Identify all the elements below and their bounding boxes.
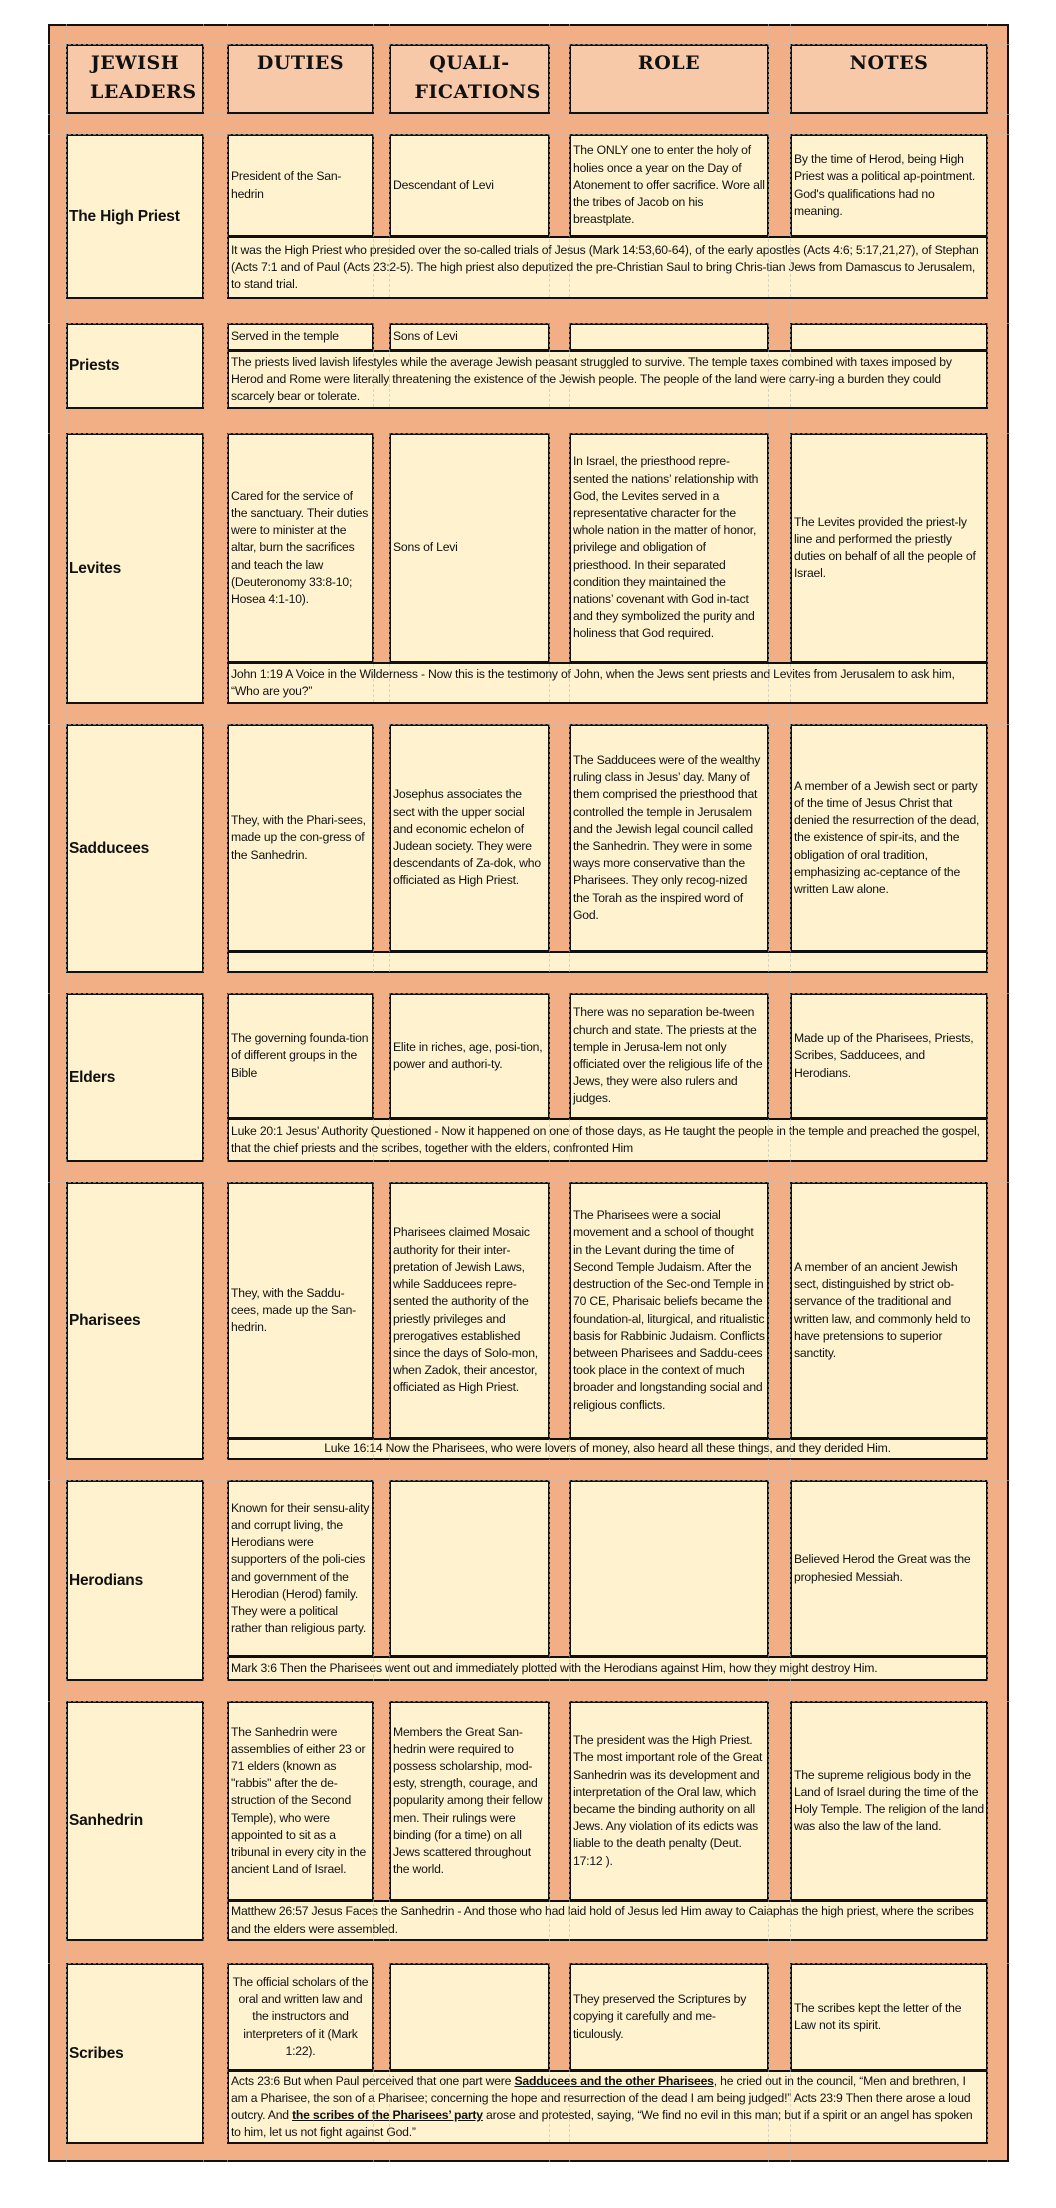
- duties-cell-sadducees: [227, 724, 374, 952]
- role-text: There was no separation be-tween church and state. The priests at the temple in Jerusa-lem not only officiated over the religious life of the Jews, they were also rulers and judges.: [573, 1005, 763, 1106]
- reference-text: Mark 3:6 Then the Pharisees went out and immediately plotted with the Herodians against Him, how they might destroy Him.: [231, 1660, 878, 1675]
- duties-cell-herodians: [227, 1480, 374, 1657]
- notes-cell-levites: [790, 433, 988, 663]
- qualifications-text: Descendant of Levi: [393, 177, 494, 192]
- qualifications-text: Sons of Levi: [393, 540, 458, 555]
- notes-text: A member of a Jewish sect or party of the time of Jesus Christ that denied the resurrection of the dead, the existence of spir-its, and the obligation of oral tradition, emphasizing ac-ceptance of the written Law alone.: [794, 778, 980, 896]
- reference-cell-elders: [227, 1118, 988, 1162]
- reference-emphasis: Sadducees and the other Pharisees: [514, 2073, 714, 2088]
- qualifications-cell-pharisees: [389, 1182, 550, 1439]
- leader-name-cell-sadducees: [66, 724, 204, 973]
- notes-text: The supreme religious body in the Land of Israel during the time of the Holy Temple. The religion of the land was also the law of the land.: [794, 1767, 984, 1834]
- duties-text: Cared for the service of the sanctuary. Their duties were to minister at the altar, burn the sacrifices and teach the law (Deuteronomy 33:8-10; Hosea 4:1-10).: [231, 488, 369, 606]
- duties-cell-the-high-priest: [227, 134, 374, 237]
- role-cell-elders: [569, 993, 769, 1119]
- qualifications-text: Pharisees claimed Mosaic authority for their inter-pretation of Jewish Laws, while Sadducees repre-sented the authority of the priestly privileges and prerogatives established since the days of Solo-mon, when Zadok, their ancestor, officiated as High Priest.: [393, 1225, 538, 1395]
- duties-text: They, with the Phari-sees, made up the con-gress of the Sanhedrin.: [231, 813, 366, 862]
- qualifications-text: Members the Great San-hedrin were required to possess scholarship, mod-esty, strength, courage, and popularity among their fellow men. Their rulings were binding (for a time) on all Jews scattered throughout the world.: [393, 1724, 543, 1877]
- role-cell-the-high-priest: [569, 134, 769, 237]
- duties-cell-scribes: [227, 1963, 374, 2071]
- role-cell-levites: [569, 433, 769, 663]
- leader-name: The High Priest: [69, 207, 180, 225]
- leader-name-cell-priests: [66, 323, 204, 409]
- leader-name: Levites: [69, 559, 122, 577]
- leader-name-cell-elders: [66, 993, 204, 1162]
- reference-text: Matthew 26:57 Jesus Faces the Sanhedrin - And those who had laid hold of Jesus led Him away to Caiaphas the high priest, where the scribes and the elders were assembled.: [231, 1904, 974, 1936]
- reference-text: Luke 16:14 Now the Pharisees, who were lovers of money, also heard all these things, and they derided Him.: [324, 1441, 891, 1456]
- role-text: The president was the High Priest. The most important role of the Great Sanhedrin was its development and interpretation of the Oral law, which became the binding authority on all Jews. Any violation of its edicts was liable to the death penalty (Deut. 17:12 ).: [573, 1733, 763, 1868]
- duties-text: President of the San-hedrin: [231, 169, 342, 201]
- role-text: The ONLY one to enter the holy of holies once a year on the Day of Atonement to offer sacrifice. Wore all the tribes of Jacob on his breastplate.: [573, 143, 765, 227]
- leader-name: Sanhedrin: [69, 1812, 143, 1830]
- role-cell-herodians: [569, 1480, 769, 1657]
- reference-cell-sanhedrin: [227, 1900, 988, 1941]
- reference-segment: , he cried out in the council, “Men and brethren, I am a Pharisee, the son of a Pharisee; concerning the hope and resurrection of the dead I am being judged!” Acts 23:9 Then there arose a loud outcry. And: [231, 2073, 971, 2122]
- reference-emphasis: the scribes of the Pharisees’ party: [292, 2108, 483, 2122]
- duties-cell-elders: [227, 993, 374, 1119]
- notes-cell-pharisees: [790, 1182, 988, 1439]
- leader-name-cell-scribes: [66, 1963, 204, 2144]
- header-role: [569, 44, 769, 114]
- reference-text: Luke 20:1 Jesus’ Authority Questioned - Now it happened on one of those days, as He taught the people in the temple and preached the gospel, that the chief priests and the scribes, together with the elders, confronted Him: [231, 1123, 980, 1155]
- reference-text: [231, 2073, 984, 2142]
- leader-name: Scribes: [69, 2044, 124, 2062]
- leader-name: Elders: [69, 1068, 116, 1086]
- reference-cell-scribes: [227, 2070, 988, 2144]
- duties-text: Served in the temple: [231, 329, 339, 344]
- leader-name: Pharisees: [69, 1312, 141, 1330]
- header-qualifications: [389, 44, 550, 114]
- leader-name-cell-herodians: [66, 1480, 204, 1681]
- notes-cell-sadducees: [790, 724, 988, 952]
- duties-cell-priests: [227, 323, 374, 351]
- reference-segment: arose and protested, saying, “We find no evil in this man; but if a spirit or an angel has spoken to him, let us not fight against God.”: [231, 2108, 973, 2140]
- notes-text: The Levites provided the priest-ly line and performed the priestly duties on behalf of all the people of Israel.: [794, 514, 976, 581]
- header-notes: [790, 44, 988, 114]
- notes-text: A member of an ancient Jewish sect, distinguished by strict ob-servance of the traditional and written law, and commonly held to have pretensions to superior sanctity.: [794, 1259, 971, 1360]
- qualifications-text: Josephus associates the sect with the upper social and economic echelon of Judean society. They were descendants of Za-dok, who officiated as High Priest.: [393, 787, 541, 888]
- reference-cell-the-high-priest: [227, 236, 988, 299]
- duties-text: They, with the Saddu-cees, made up the San-hedrin.: [231, 1285, 357, 1335]
- header-notes-label: NOTES: [849, 52, 929, 74]
- role-cell-pharisees: [569, 1182, 769, 1439]
- duties-cell-pharisees: [227, 1182, 374, 1439]
- duties-text: The governing founda-tion of different groups in the Bible: [231, 1031, 369, 1080]
- role-text: They preserved the Scriptures by copying it carefully and me-ticulously.: [573, 1992, 747, 2041]
- leader-name: Sadducees: [69, 839, 150, 857]
- notes-cell-the-high-priest: [790, 134, 988, 237]
- leader-name: Priests: [69, 357, 120, 375]
- notes-text: Believed Herod the Great was the prophesied Messiah.: [794, 1552, 971, 1584]
- qualifications-cell-scribes: [389, 1963, 550, 2071]
- header-duties-label: DUTIES: [256, 52, 345, 74]
- role-cell-priests: [569, 323, 769, 351]
- qualifications-cell-priests: [389, 323, 550, 351]
- role-text: In Israel, the priesthood repre-sented the nations’ relationship with God, the Levites served in a representative character for the whole nation in the matter of honor, privilege and obligation of priesthood. In their separated condition they maintained the nations’ covenant with God in-tact and they symbolized the purity and holiness that God required.: [573, 454, 759, 641]
- leader-name-cell-sanhedrin: [66, 1701, 204, 1941]
- qualifications-cell-herodians: [389, 1480, 550, 1657]
- reference-cell-sadducees: [227, 951, 988, 973]
- qualifications-text: Elite in riches, age, posi-tion, power and authori-ty.: [393, 1039, 543, 1071]
- notes-cell-elders: [790, 993, 988, 1119]
- reference-text: It was the High Priest who presided over the so-called trials of Jesus (Mark 14:53,60-64), of the early apostles (Acts 4:6; 5:17,21,27), of Stephan (Acts 7:1 and of Paul (Acts 23:2-5). The high priest also deputized the pre-Christian Saul to bring Chris-tian Jews from Damascus to Jerusalem, to stand trial.: [231, 242, 979, 292]
- reference-cell-pharisees: [227, 1438, 988, 1460]
- notes-text: The scribes kept the letter of the Law not its spirit.: [794, 2000, 962, 2032]
- duties-cell-levites: [227, 433, 374, 663]
- notes-cell-priests: [790, 323, 988, 351]
- reference-cell-priests: [227, 350, 988, 409]
- role-text: The Sadducees were of the wealthy ruling class in Jesus’ day. Many of them comprised the priesthood that controlled the temple in Jerusalem and the Jewish legal council called the Sanhedrin. They were in some ways more conservative than the Pharisees. They only recog-nized the Torah as the inspired word of God.: [573, 752, 761, 922]
- qualifications-cell-elders: [389, 993, 550, 1119]
- qualifications-cell-sadducees: [389, 724, 550, 952]
- role-text: The Pharisees were a social movement and a school of thought in the Levant during the time of Second Temple Judaism. After the destruction of the Sec-ond Temple in 70 CE, Pharisaic beliefs became the foundation-al, liturgical, and ritualistic basis for Rabbinic Judaism. Conflicts between Pharisees and Saddu-cees took place in the context of much broader and longstanding social and religious conflicts.: [573, 1208, 765, 1412]
- reference-text: The priests lived lavish lifestyles while the average Jewish peasant struggled to survive. The temple taxes combined with taxes imposed by Herod and Rome were literally threatening the existence of the Jewish people. The people of the land were carry-ing a burden they could scarcely bear or tolerate.: [231, 354, 952, 404]
- duties-text: Known for their sensu-ality and corrupt living, the Herodians were supporters of the poli-cies and government of the Herodian (Herod) family. They were a political rather than religious party.: [231, 1500, 370, 1636]
- qualifications-cell-sanhedrin: [389, 1701, 550, 1901]
- notes-text: Made up of the Pharisees, Priests, Scribes, Sadducees, and Herodians.: [794, 1031, 974, 1080]
- leader-name-cell-levites: [66, 433, 204, 704]
- leader-name-cell-pharisees: [66, 1182, 204, 1460]
- notes-cell-sanhedrin: [790, 1701, 988, 1901]
- header-duties: [227, 44, 374, 114]
- header-jewish-leaders: [66, 44, 204, 114]
- leader-name-cell-the-high-priest: [66, 134, 204, 299]
- duties-text: The Sanhedrin were assemblies of either 23 or 71 elders (known as "rabbis" after the de-struction of the Second Temple), who were appointed to sit as a tribunal in every city in the ancient Land of Israel.: [231, 1724, 367, 1877]
- header-qualifications-label: QUALI- FICATIONS: [414, 52, 541, 103]
- qualifications-text: Sons of Levi: [393, 329, 458, 344]
- notes-text: By the time of Herod, being High Priest was a political ap-pointment. God's qualifications had no meaning.: [794, 152, 976, 218]
- notes-cell-herodians: [790, 1480, 988, 1657]
- header-jewish-leaders-label: JEWISH LEADERS: [90, 52, 197, 103]
- qualifications-cell-the-high-priest: [389, 134, 550, 237]
- role-cell-sanhedrin: [569, 1701, 769, 1901]
- reference-text: John 1:19 A Voice in the Wilderness - Now this is the testimony of John, when the Jews sent priests and Levites from Jerusalem to ask him, “Who are you?”: [231, 666, 955, 698]
- duties-text: The official scholars of the oral and written law and the instructors and interpreters of it (Mark 1:22).: [232, 1974, 369, 2058]
- reference-cell-herodians: [227, 1656, 988, 1681]
- leader-name: Herodians: [69, 1571, 143, 1589]
- duties-cell-sanhedrin: [227, 1701, 374, 1901]
- header-role-label: ROLE: [637, 52, 701, 74]
- notes-cell-scribes: [790, 1963, 988, 2071]
- reference-segment: Acts 23:6 But when Paul perceived that one part were: [231, 2073, 515, 2088]
- qualifications-cell-levites: [389, 433, 550, 663]
- role-cell-sadducees: [569, 724, 769, 952]
- reference-cell-levites: [227, 662, 988, 704]
- role-cell-scribes: [569, 1963, 769, 2071]
